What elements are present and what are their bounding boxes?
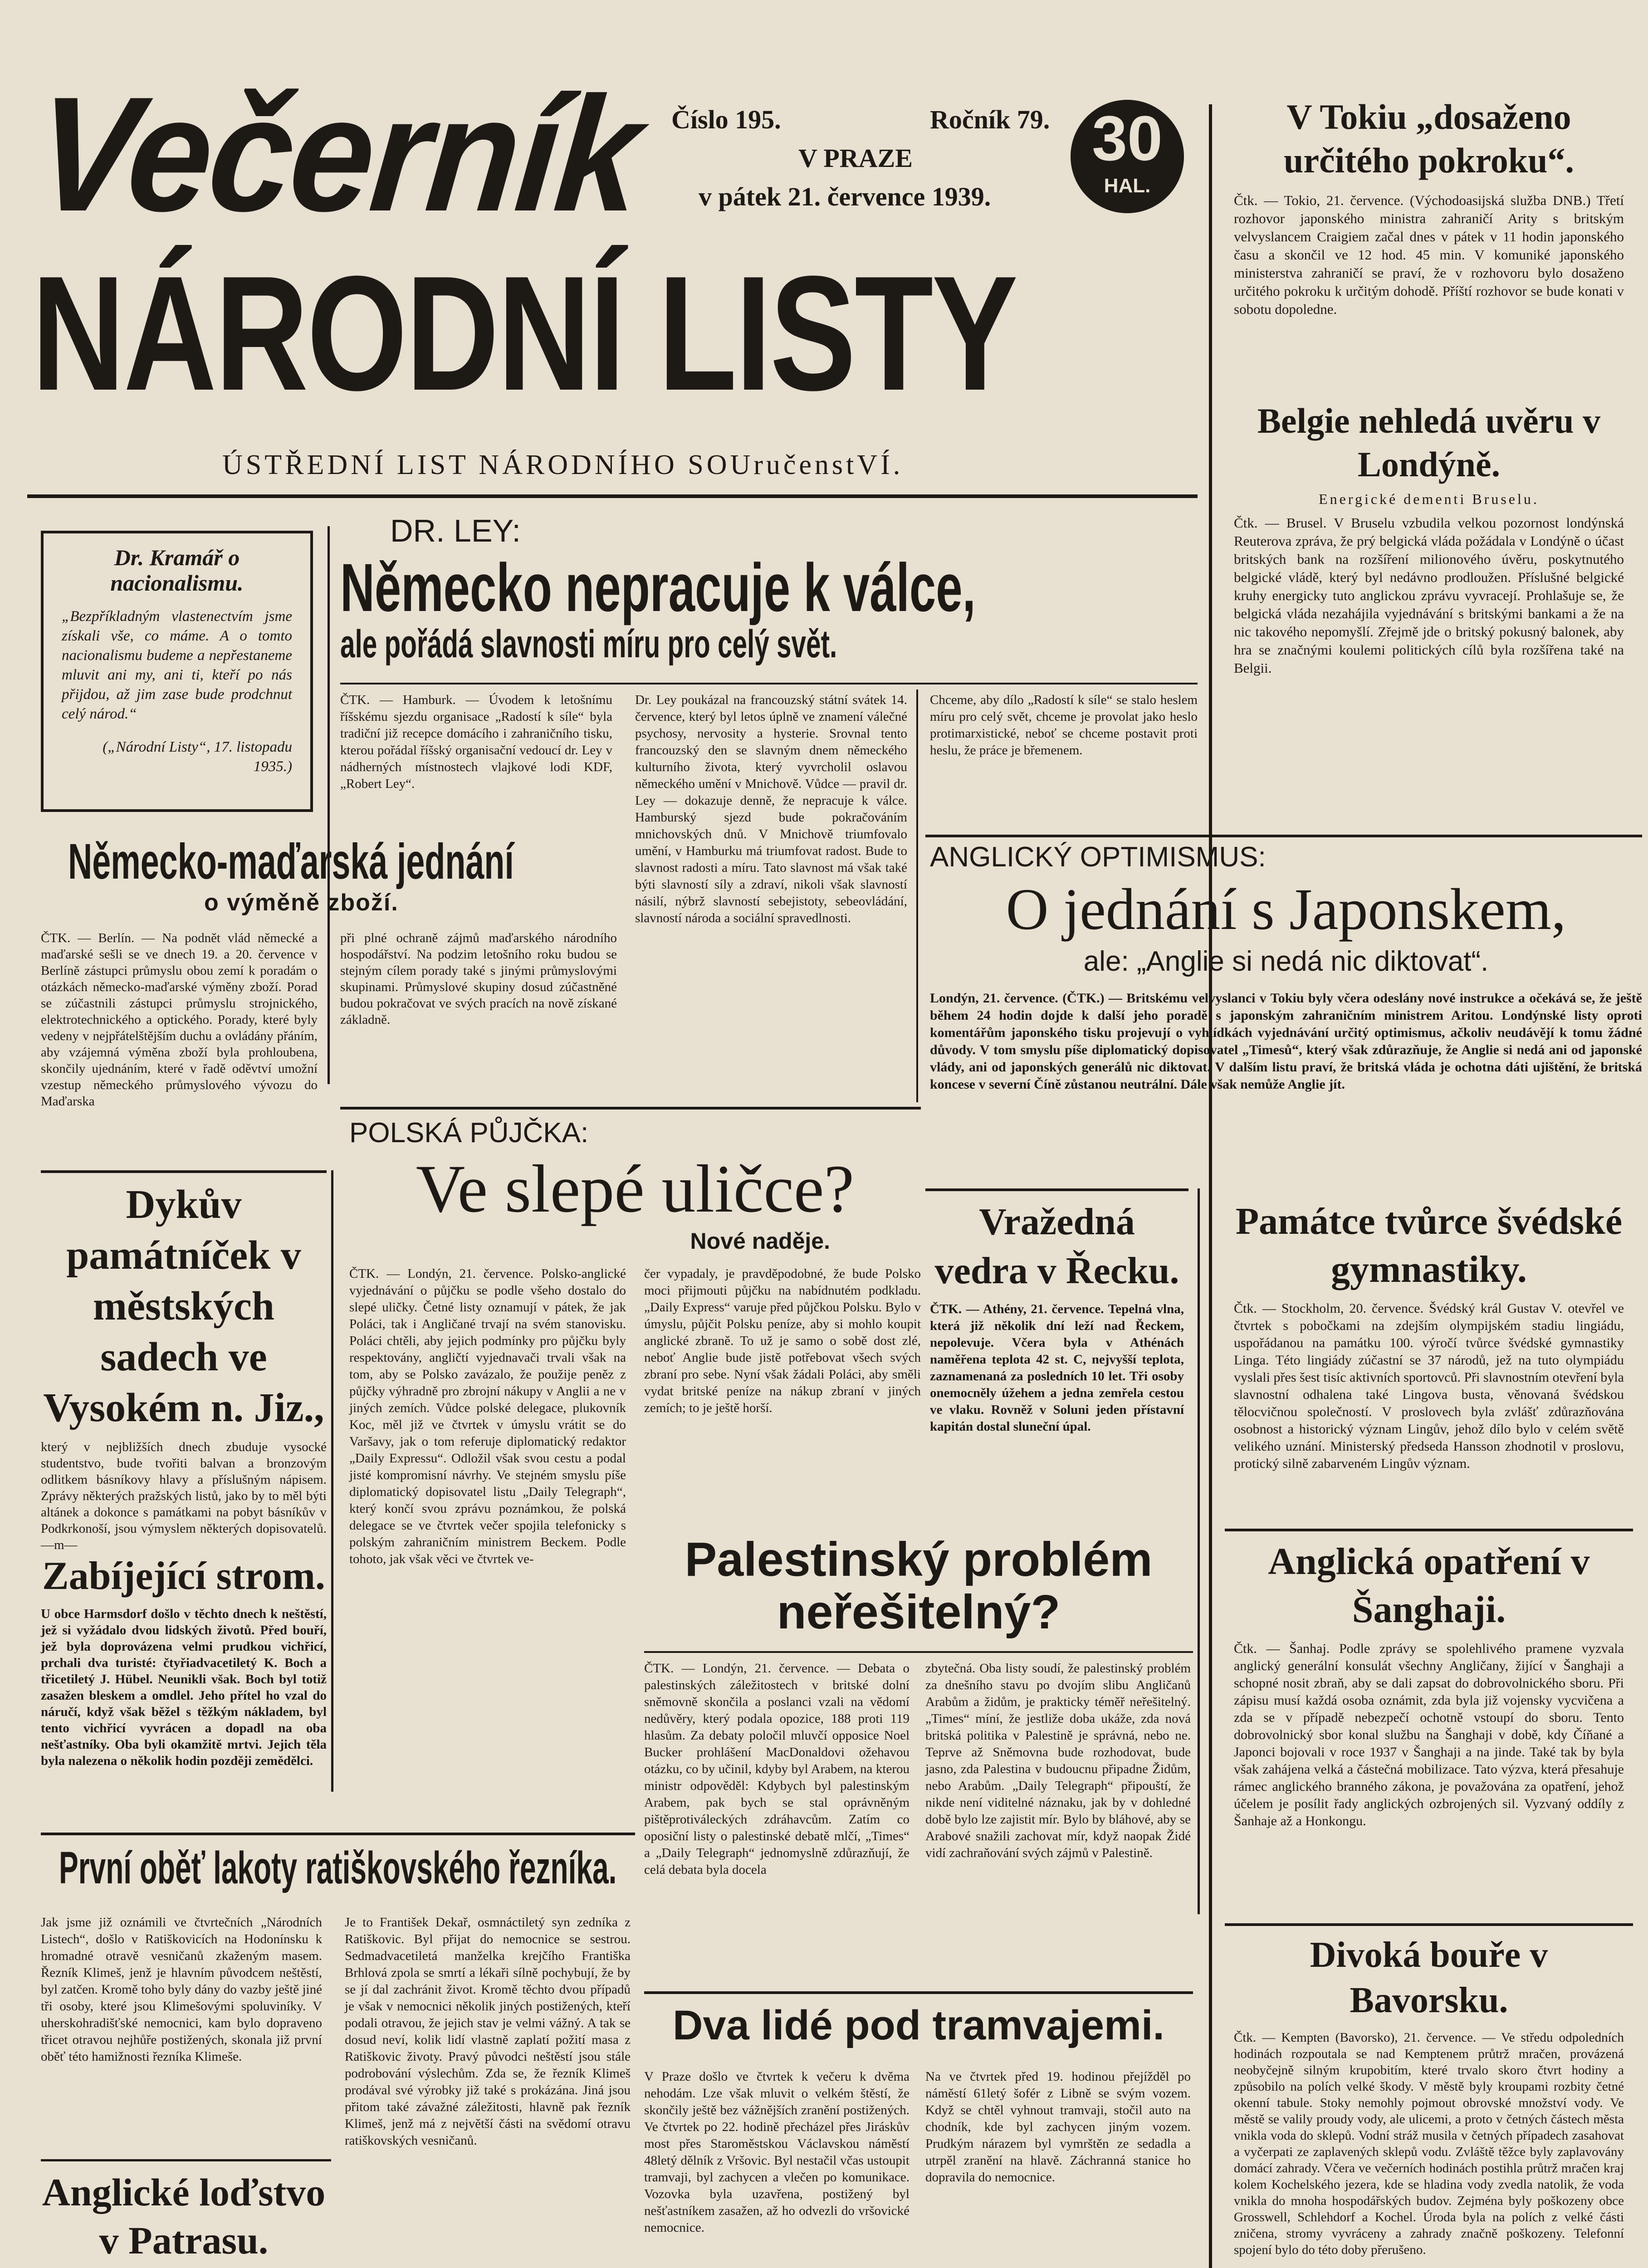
article-dva-lide (644, 2000, 1193, 2050)
body-text: Čtk. — Šanhaj. Podle zprávy se spolehlivého pramene vyzvala anglický generální konsulát všechny Angličany, žijící v Šanghaji a schopné nosit zbraň, aby se dali zapsat do dobrovolnického sboru. Při zápisu musí každá osoba oznámit, zda byla již vojensky vycvičena a zda se v případě nebezpečí ochotně vstoupí do sboru. Tento dobrovolnický sbor konal službu na Šanghaji v době, kdy Číňané a Japonci bojovali v roce 1937 v Šanghaji a na jinde. Také tak by byla však zahájena velká a částečná mobilizace. Tato výzva, která přesahuje rámec anglického branného zákona, je považována za opatření, jehož účelem je posílit řady anglických ozbrojených sil. Vyzvaný oddíly z Šanhaje až a Honkongu. (1234, 1641, 1624, 1828)
masthead-title: NÁRODNÍ LISTY (32, 242, 1017, 425)
edition-city: V PRAZE (798, 143, 913, 173)
palestinsky-col-2: zbytečná. Oba listy soudí, že palestinský problém za dnešního stavu po dvojím slibu Angličanů Arabům a židům, je prakticky téměř neřešitelný. „Times“ míní, že jestliže doba ukáže, zda nová britská politika v Palestině je správná, nebo ne. Teprve až Sněmovna bude rozhodovat, bude jasno, zda Palestina v budoucnu připadne Židům, nebo Arabům. „Daily Telegraph“ připouští, že nikde není viditelné náznaku, jak by v dohledné době bylo lze zajistit mír. Bylo by bláhové, aby se Arabové snažili zachovat mír, když naopak Židé vidí zachraňování svých zájmů v Palestině. (925, 1661, 1191, 1860)
body-text: Čtk. — Tokio, 21. července. (Východoasijská služba DNB.) Třetí rozhovor japonského ministra zahraničí Arity s britským velvyslancem Craigiem začal dnes v pátek v 11 hodin japonského času a skončil ve 12 hod. 45 min. V komuniké japonského ministerstva zahraničí se praví, že v rozhovoru bylo dosaženo určitého pokroku k určitým dohodě. Příští rozhovor se bude konati v sobotu dopoledne. (1234, 192, 1624, 317)
article-pamatce (1234, 1198, 1624, 1472)
headline: Belgie nehledá uvěru v Londýně. (1257, 401, 1601, 484)
palestinsky-col-1: ČTK. — Londýn, 21. července. — Debata o palestinských záležitostech v britské dolní sněmovně skončila a poslanci vzali na vědomí nedůvěry, který podala opozice, 188 proti 119 hlasům. Za debaty poločil mluvčí opposice Noel Bucker prohlášení MacDonaldovi ožehavou otázku, co by učinil, kdyby byl Arabem, na kterou ministr odpověděl: Kdybych byl palestinským Arabem, pak bych se stal oprávněným pištěprotiváleckých zdráhavcům. Zatím co oposiční listy o palestinské debatě mlčí, „Times“ a „Daily Telegraph“ jednomyslně zdůrazňují, že celá debata byla docela (644, 1661, 910, 1877)
column-divider-mid (1198, 1188, 1200, 1914)
subheadline: o výměně zboží. (204, 890, 399, 916)
palestinsky-rule (644, 1651, 1193, 1653)
masthead-script-title: Večerník (28, 63, 647, 245)
kicker: ANGLICKÝ OPTIMISMUS: (930, 841, 1266, 873)
article-lode (41, 2168, 327, 2268)
vrazedna-rule (925, 1188, 1188, 1191)
article-palestinsky (644, 1533, 1193, 1638)
article-anglicky (930, 839, 1642, 1093)
subheadline: Nové naděje. (690, 1228, 830, 1254)
body-text: Čtk. — Brusel. V Bruselu vzbudila velkou pozornost londýnská Reuterova zpráva, že prý belgická vláda požádala v Londýně o účast britských bank na rozšíření milionového úvěru, poskytnutého belgické vládě, který byl nedávno prodloužen. Příslušné belgické kruhy energicky tuto anglickou zprávu vyvracejí. Prohlašuje se, že belgická vláda nezahájila vyjednávání s britskými bankami a že na nic takového nepomyšlí. Zřejmě jde o britský pokusný balonek, aby hra se značnými koulemi politických cílů byla rozšířena také na Belgii. (1234, 515, 1624, 676)
kramar-quote: „Bezpříkladným vlastenectvím jsme získali vše, co máme. A o tomto nacionalismu budeme a nepřestaneme mluvit ani my, ani ti, kteří po nás přijdou, až jim zase bude prodchnut celý národ.“ (62, 608, 292, 722)
masthead-subtitle: ÚSTŘEDNÍ LIST NÁRODNÍHO SOUručenstVÍ. (222, 450, 904, 480)
price-value: 30 (1092, 103, 1163, 174)
body-text: Čtk. — Kempten (Bavorsko), 21. července. — Ve středu odpoledních hodinách rozpoutala se nad Kemptenem průtrž mračen, provázená neobyčejně silným krupobitím, které trvalo skoro čtvrt hodiny a způsobilo na polích velké škody. V městě byly kroupami rozbity četné okenní tabule. Stoky nemohly pojmout obrovské množství vody. Ve městě se valily proudy vody, ale ulicemi, a proto v četných částech města vnikla voda do sklepů. Vodní stráž musila v četných případech zasahovat a vyčerpati ze zaplavených sklepů vodu. Zvláště těžce byly zaplavovány domácí zahrady. Včera ve večerních hodinách postihla průtrž mračen kraj kolem Kochelského jezera, kde se hladina vody zvedla natolik, že voda vnikla do mnoha hospodářských budov. Zejména byly poškozeny obce Grosswell, Schlehdorf a Kochel. Úroda byla na polích z velké části zničena, stromy vyvráceny a zahrady značně poškozeny. Telefonní spojení bylo do této doby přerušeno. (1234, 2030, 1624, 2257)
headline: Zabíjející strom. (42, 1554, 326, 1598)
article-vrazedna (930, 1198, 1184, 1435)
column-divider-left (328, 526, 330, 1084)
prvni-obet-col-1: Jak jsme již oznámili ve čtvrtečních „Národních Listech“, došlo v Ratiškovicích na Hodonínsku k hromadné otravě vesničanů zkaženým masem. Řezník Klimeš, jenž je hlavním původcem neštěstí, byl zatčen. Kromě toho byly dány do vazby ještě jiné tři osoby, které jsou Klimešovými spoluviníky. V uherskohradišťské nemocnici, kam bylo dopraveno třicet otravou nejhůře postižených, skonala již první oběť této hamižnosti řezníka Klimeše. (41, 1915, 322, 2064)
anglicka-opatreni-rule (1225, 1529, 1633, 1531)
headline: Německo-maďarská jednání (68, 834, 514, 890)
anglicky-rule (925, 835, 1642, 837)
headline: V Tokiu „dosaženo určitého pokroku“. (1284, 97, 1574, 180)
dva-lide-rule (644, 1991, 1193, 1994)
article-dykuv (41, 1179, 327, 1553)
headline: Vražedná vedra v Řecku. (934, 1201, 1179, 1292)
ley-rule (340, 683, 1198, 684)
kramar-title: Dr. Kramář o nacionalismu. (110, 545, 244, 596)
headline: Německo nepracuje k válce, (340, 549, 976, 626)
headline: Anglická opatření v Šanghaji. (1268, 1540, 1590, 1631)
headline: Anglické loďstvo v Patrasu. (42, 2170, 326, 2262)
divoka-rule (1225, 1923, 1633, 1926)
article-nem-mad (41, 835, 631, 916)
ley-col-1: ČTK. — Hamburk. — Úvodem k letošnímu říšskému sjezdu organisace „Radostí k síle“ byla tradiční již recepce domácího i zahraničního tisku, kterou pořádal říšský organisační vedoucí dr. Ley v nádherných místnostech vlajkové lodi KDF, „Robert Ley“. (340, 693, 612, 791)
headline: Divoká bouře v Bavorsku. (1310, 1935, 1548, 2020)
article-zabijejici (41, 1551, 327, 1769)
subheadline: ale: „Anglie si nedá nic diktovat“. (1083, 946, 1489, 977)
prvni-obet-col-2: Je to František Dekař, osmnáctiletý syn zedníka z Ratiškovic. Byl přijat do nemocnice se sestrou. Sedmadvacetiletá manželka krejčího Františka Brhlová zpola se smrtí a lékaři sílně pochybují, že by se jí dal zachránit život. Kromě těchto dvou případů je však v nemocnici několik jiných postižených, kteří podali otravou, že jejich stav je velmi vážný. A tak se dosud neví, kolik lidí vlastně zaplatí požití masa z Ratiškovic životy. Pravý původci neštěstí jsou stále podrobování výslechům. Zda se, že řezník Klimeš prodával své výrobky již také s prokázána. Jiná jsou přitom také závažné záležitosti, hlavně pak řezník Klimeš, jenž má z největší části na svědomí otravu ratiškovských vesničanů. (345, 1915, 631, 2148)
body-text: Čtk. — Stockholm, 20. července. Švédský král Gustav V. otevřel ve čtvrtek s pobočkami na zdejším olympijském stadiu lingiádu, uspořádanou na památku 100. výročí tvůrce švédské gymnastiky Linga. Této lingiády zúčastní se 37 národů, jež na tuto olympiádu vyslali přes šest tisíc aktivních sportovců. Při slavnostním otevření byla slavnostní odhalena také Lingova busta, věnovaná švédskou tělocvičnou společností. V proslovech byla zvlášť zdůrazňována osobnost a historický význam Lingův, jehož dílo bylo v celém světě velikého uznání. Ministerský předseda Hansson zhodnotil v proslovu, protický silně zabarveném Lingův význam. (1234, 1301, 1624, 1471)
headline: O jednání s Japonskem, (1006, 877, 1566, 942)
nem-mad-col-2: při plné ochraně zájmů maďarského národního hospodářství. Na podzim letošního roku budou se stejným cílem porady také s jinými průmyslovými skupinami. Průmyslové skupiny dosud zúčastněné budou pokračovat ve svých pracích na nově získané základně. (340, 931, 617, 1027)
dva-lide-col-1: V Praze došlo ve čtvrtek k večeru k dvěma nehodám. Lze však mluvit o velkém štěstí, že skončily ještě bez vážnějších zranění postižených. Ve čtvrtek po 22. hodině přecházel přes Jiráskův most přes Staroměstskou Václavskou náměstí 48letý dělník z Vršovic. Byl nestačil včas ustoupit tramvaji, byl zachycen a vlečen po komunikace. Vozovka byla uzavřena, postižený byl nešťastníkem zasažen, až ho odvezli do vršovické nemocnice. (644, 2069, 910, 2235)
masthead-rule (27, 494, 1198, 498)
polska-rule (340, 1107, 921, 1110)
polska-col-2: čer vypadaly, je pravděpodobné, že bude Polsko moci přijmouti půjčku na nabídnutém podkladu. „Daily Express“ varuje před půjčkou Polsku. Bylo v úmyslu, půjčit Polsku peníze, aby si mohlo koupit anglické zbraně. To už je samo o sobě dost zlé, neboť Anglie bude jistě potřebovat všech svých zbraní pro sebe. Nyní však žádali Poláci, aby směli vydat britské peníze na nákup zbraní v jiných zemích; to je ještě horší. (644, 1266, 921, 1415)
headline: Dykův památníček v městských sadech ve Vysokém n. Jiz., (43, 1182, 324, 1430)
dykuv-rule (41, 1170, 327, 1173)
kicker: Energické dementi Bruselu. (1319, 491, 1539, 507)
dva-lide-col-2: Na ve čtvrtek před 19. hodinou přejížděl po náměstí 61letý šofér z Libně se svým vozem. Když se chtěl vyhnout tramvaji, stočil auto na chodník, kde byl zachycen jiným vozem. Prudkým nárazem byl vymrštěn ze sedadla a utrpěl zranění na hlavě. Záchranná stanice ho dopravila do nemocnice. (925, 2069, 1191, 2185)
ley-col-2: Dr. Ley poukázal na francouzský státní svátek 14. července, který byl letos úplně ve znamení válečné psychosy, nervosity a hysterie. Srovnal tento francouzský den se slavným dnem německého kulturního života, který vyvrcholil oslavou německého umění v Mnichově. Vůdce — pravil dr. Ley — dokazuje denně, že nepracuje k válce. Hamburský sjezd bude pokračováním mnichovských dnů. V Mnichově triumfovalo umění, v Hamburku má triumfovat radost. Bude to slavnost radosti a míru. Tato slavnost má však také býti slavností síly a zdraví, nikoli však slavností násilí, nýbrž slavností sebejistoty, sebeovládání, slavností národa a sociální spravedlnosti. (635, 693, 907, 925)
issue-number: Číslo 195. (671, 105, 781, 134)
headline: První oběť lakoty ratiškovského řezníka. (59, 1843, 617, 1893)
article-polska (349, 1116, 921, 1255)
lode-rule (41, 2159, 331, 2161)
ley-column-divider (916, 689, 918, 1102)
article-prvni-obet (41, 1842, 635, 1894)
body-text: Londýn, 21. července. (ČTK.) — Britskému velvyslanci v Tokiu byly včera odeslány nové instrukce a očekává se, že ještě během 24 hodin dojde k další jeho poradě s japonským zahraničním ministrem Aritou. Londýnské listy oproti komentářům japonského tisku projevují o vyhlídkách vyjednávání určitý optimismus, ačkoliv neudávějí k tomu žádné důvody. V tom smyslu píše diplomatický dopisovatel „Timesů“, který však zdůrazňuje, že Anglie si nedá ani od japonské vlády, ani od japonských generálů nic diktovat. V dalším listu praví, že britská vláda je ochotna dáti ujištění, že britská koncese v severní Číně zůstanou neutrální. Dále však nemůže Anglie jít. (930, 991, 1642, 1092)
article-belgie (1234, 399, 1624, 677)
headline: Dva lidé pod tramvajemi. (673, 2002, 1164, 2048)
headline: Palestinský problém neřešitelný? (685, 1533, 1153, 1639)
body-text: který v nejbližších dnech zbuduje vysocké studentstvo, bude tvořiti balvan a bronzovým odlitkem básníkovy hlavy a příslušným nápisem. Zprávy některých pražských listů, jako by to měl býti altánek a dokonce s památkami na pobyt básníkův v Podkrkonoší, jsou výmyslem některých dopisovatelů. —m— (41, 1440, 327, 1552)
headline: Ve slepé uličce? (416, 1151, 855, 1227)
kicker: POLSKÁ PŮJČKA: (349, 1117, 589, 1149)
prvni-obet-rule (41, 1833, 635, 1835)
headline: Památce tvůrce švédské gymnastiky. (1235, 1200, 1623, 1290)
article-divoka (1234, 1932, 1624, 2258)
price-unit: HAL. (1104, 175, 1151, 197)
article-tokio (1234, 95, 1624, 318)
masthead (28, 63, 1193, 526)
column-divider-left-2 (331, 1170, 333, 1792)
kramar-box (41, 531, 313, 812)
price-badge (1071, 100, 1184, 213)
article-ley (340, 513, 1198, 667)
kramar-source: („Národní Listy“, 17. listopadu 1935.) (103, 739, 292, 775)
column-divider-right (1209, 104, 1212, 2268)
article-anglicka-opatreni (1234, 1538, 1624, 1830)
issue-date: v pátek 21. července 1939. (699, 182, 991, 211)
subheadline: ale pořádá slavnosti míru pro celý svět. (340, 622, 837, 666)
polska-col-1: ČTK. — Londýn, 21. července. Polsko-anglické vyjednávání o půjčku se podle všeho dostalo do slepé uličky. Četné listy oznamují v pátek, že jak Poláci, tak i Angličané trvají na svém stanovisku. Poláci chtěli, aby jejich podmínky pro půjčku byly respektovány, angličtí vyjednavači trvali však na tom, aby se Polsko zavázalo, že použije peněz z půjčky výhradně pro zbrojní nákupy v Anglii a ne v jiných zemích. Vůdce polské delegace, plukovník Koc, měl již ve čtvrtek v úmyslu vrátit se do Varšavy, jak o tom referuje diplomatický redaktor „Daily Expressu“. Odložil však svou cestu a podal jisté kompromisní návrhy. Ve stejném smyslu píše diplomatický dopisovatel listu „Daily Telegraph“, který končí svou zprávu poznámkou, že polská delegace se ve čtvrtek večer spojila telefonicky s polským zahraničním ministrem Beckem. Podle tohoto, jak však věci ve čtvrtek ve- (349, 1266, 626, 1566)
kicker: DR. LEY: (390, 513, 521, 548)
nem-mad-col-1: ČTK. — Berlín. — Na podnět vlád německé a maďarské sešli se ve dnech 19. a 20. července v Berlíně zástupci průmyslu obou zemí k poradám o otázkách německo-maďarské výměny zboží. Porad se zúčastnili zástupci průmyslu strojnického, elektrotechnického a optického. Porady, které byly vedeny v nejpřátelštějším duchu a ovládány přáním, aby vzájemná výměna zboží byla prohloubena, skončily ujednáním, které v řadě oděvtví umožní vzestup německého průmyslového vývozu do Maďarska (41, 931, 318, 1109)
body-text: ČTK. — Athény, 21. července. Tepelná vlna, která již několik dní leží nad Řeckem, nepolevuje. Včera byla v Athénách naměřena teplota 42 st. C, nejvyšší teplota, zaznamenaná za posledních 10 let. Tři osoby onemocněly úžehem a jedna zemřela cestou ve vlaku. Rovněž v Soluni jeden přístavní kapitán dostal sluneční úpal. (930, 1302, 1184, 1434)
body-text: U obce Harmsdorf došlo v těchto dnech k neštěstí, jež si vyžádalo dvou lidských životů. Před bouří, jež byla doprovázena velmi prudkou vichřicí, prchali dva turisté: čtyřiadvacetiletý K. Boch a třicetiletý J. Hübel. Neunikli však. Boch byl totiž zasažen bleskem a omdlel. Jeho přítel ho vzal do náručí, když však běžel s těžkým nákladem, byl tento vichřicí vyvrácen a dopadl na oba nešťastníky. Oba byli okamžitě mrtvi. Jejich těla byla nalezena o několik hodin později zemědělci. (41, 1607, 327, 1768)
ley-col-3: Chceme, aby dílo „Radostí k síle“ se stalo heslem míru pro celý svět, chceme je provolat jako heslo protimarxistické, neboť se chceme postavit proti heslu, že práce je břemenem. (930, 693, 1198, 758)
volume-number: Ročník 79. (930, 105, 1050, 134)
